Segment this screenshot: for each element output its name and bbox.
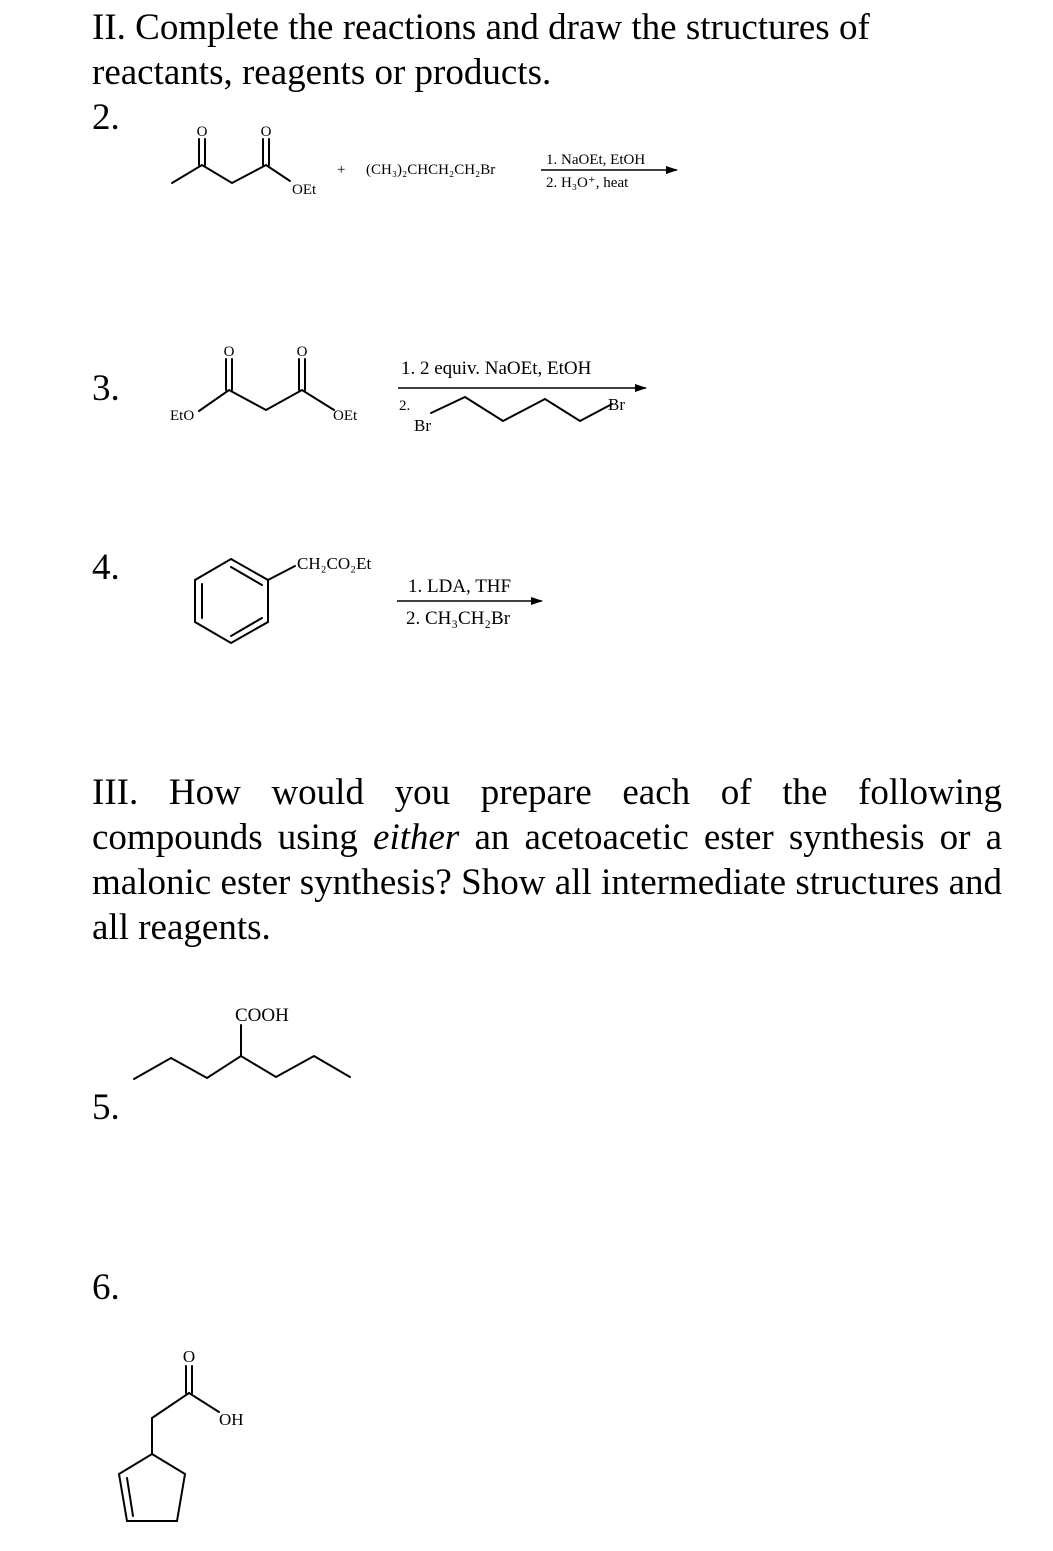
section-3-text-b: an acetoacetic ester synthesis or a malonic ester synthesis? Show all intermediate structures and all reagents. — [92, 817, 1002, 948]
p4-reagent-2: 2. CH₃CH₂Br — [406, 608, 511, 629]
p4-substituent-label: CH₂CO₂Et — [297, 554, 372, 573]
section-3-text-italic: either — [373, 817, 460, 858]
p3-bromine-right: Br — [608, 395, 625, 414]
problem-6-number: 6. — [92, 1267, 120, 1308]
problem-3-reactant-structure — [170, 344, 358, 424]
p3-oxygen-label-2: O — [296, 344, 308, 360]
problem-2-number: 2. — [92, 97, 120, 138]
problem-3-number: 3. — [92, 368, 120, 409]
problem-4-benzene-ring — [195, 559, 295, 643]
p3-bromine-left: Br — [414, 416, 431, 435]
problem-2-reactant-structure — [172, 124, 317, 198]
problem-4-number: 4. — [92, 547, 120, 588]
p3-oet-label: OEt — [333, 408, 358, 424]
p2-plus-sign: + — [337, 162, 346, 178]
p2-alkyl-halide: (CH₃)₂CHCH₂CH₂Br — [366, 162, 496, 178]
p3-reagent-1: 1. 2 equiv. NaOEt, EtOH — [401, 358, 592, 379]
p4-reagent-1: 1. LDA, THF — [408, 576, 512, 597]
problem-5-structure — [134, 1025, 350, 1079]
problem-5-number: 5. — [92, 1087, 120, 1128]
problem-6-structure — [119, 1366, 219, 1521]
p2-oet-label: OEt — [292, 182, 317, 198]
p2-reagent-2: 2. H₃O⁺, heat — [546, 175, 629, 191]
p3-reagent-2-prefix: 2. — [399, 398, 411, 414]
p2-oxygen-label-2: O — [260, 124, 272, 140]
p6-oh-label: OH — [219, 1410, 244, 1429]
section-3-text-a: III. How would you prepare each of the following compounds using — [92, 772, 1002, 858]
p6-oxygen-label: O — [182, 1347, 196, 1366]
p3-dibromide-chain — [431, 397, 612, 421]
section-2-heading: II. Complete the reactions and draw the structures of reactants, reagents or products. — [92, 7, 870, 93]
p3-oxygen-label-1: O — [223, 344, 235, 360]
p5-cooh-label: COOH — [235, 1005, 289, 1026]
p2-oxygen-label-1: O — [196, 124, 208, 140]
p2-reagent-1: 1. NaOEt, EtOH — [546, 152, 646, 168]
p3-eto-label: EtO — [170, 408, 195, 424]
